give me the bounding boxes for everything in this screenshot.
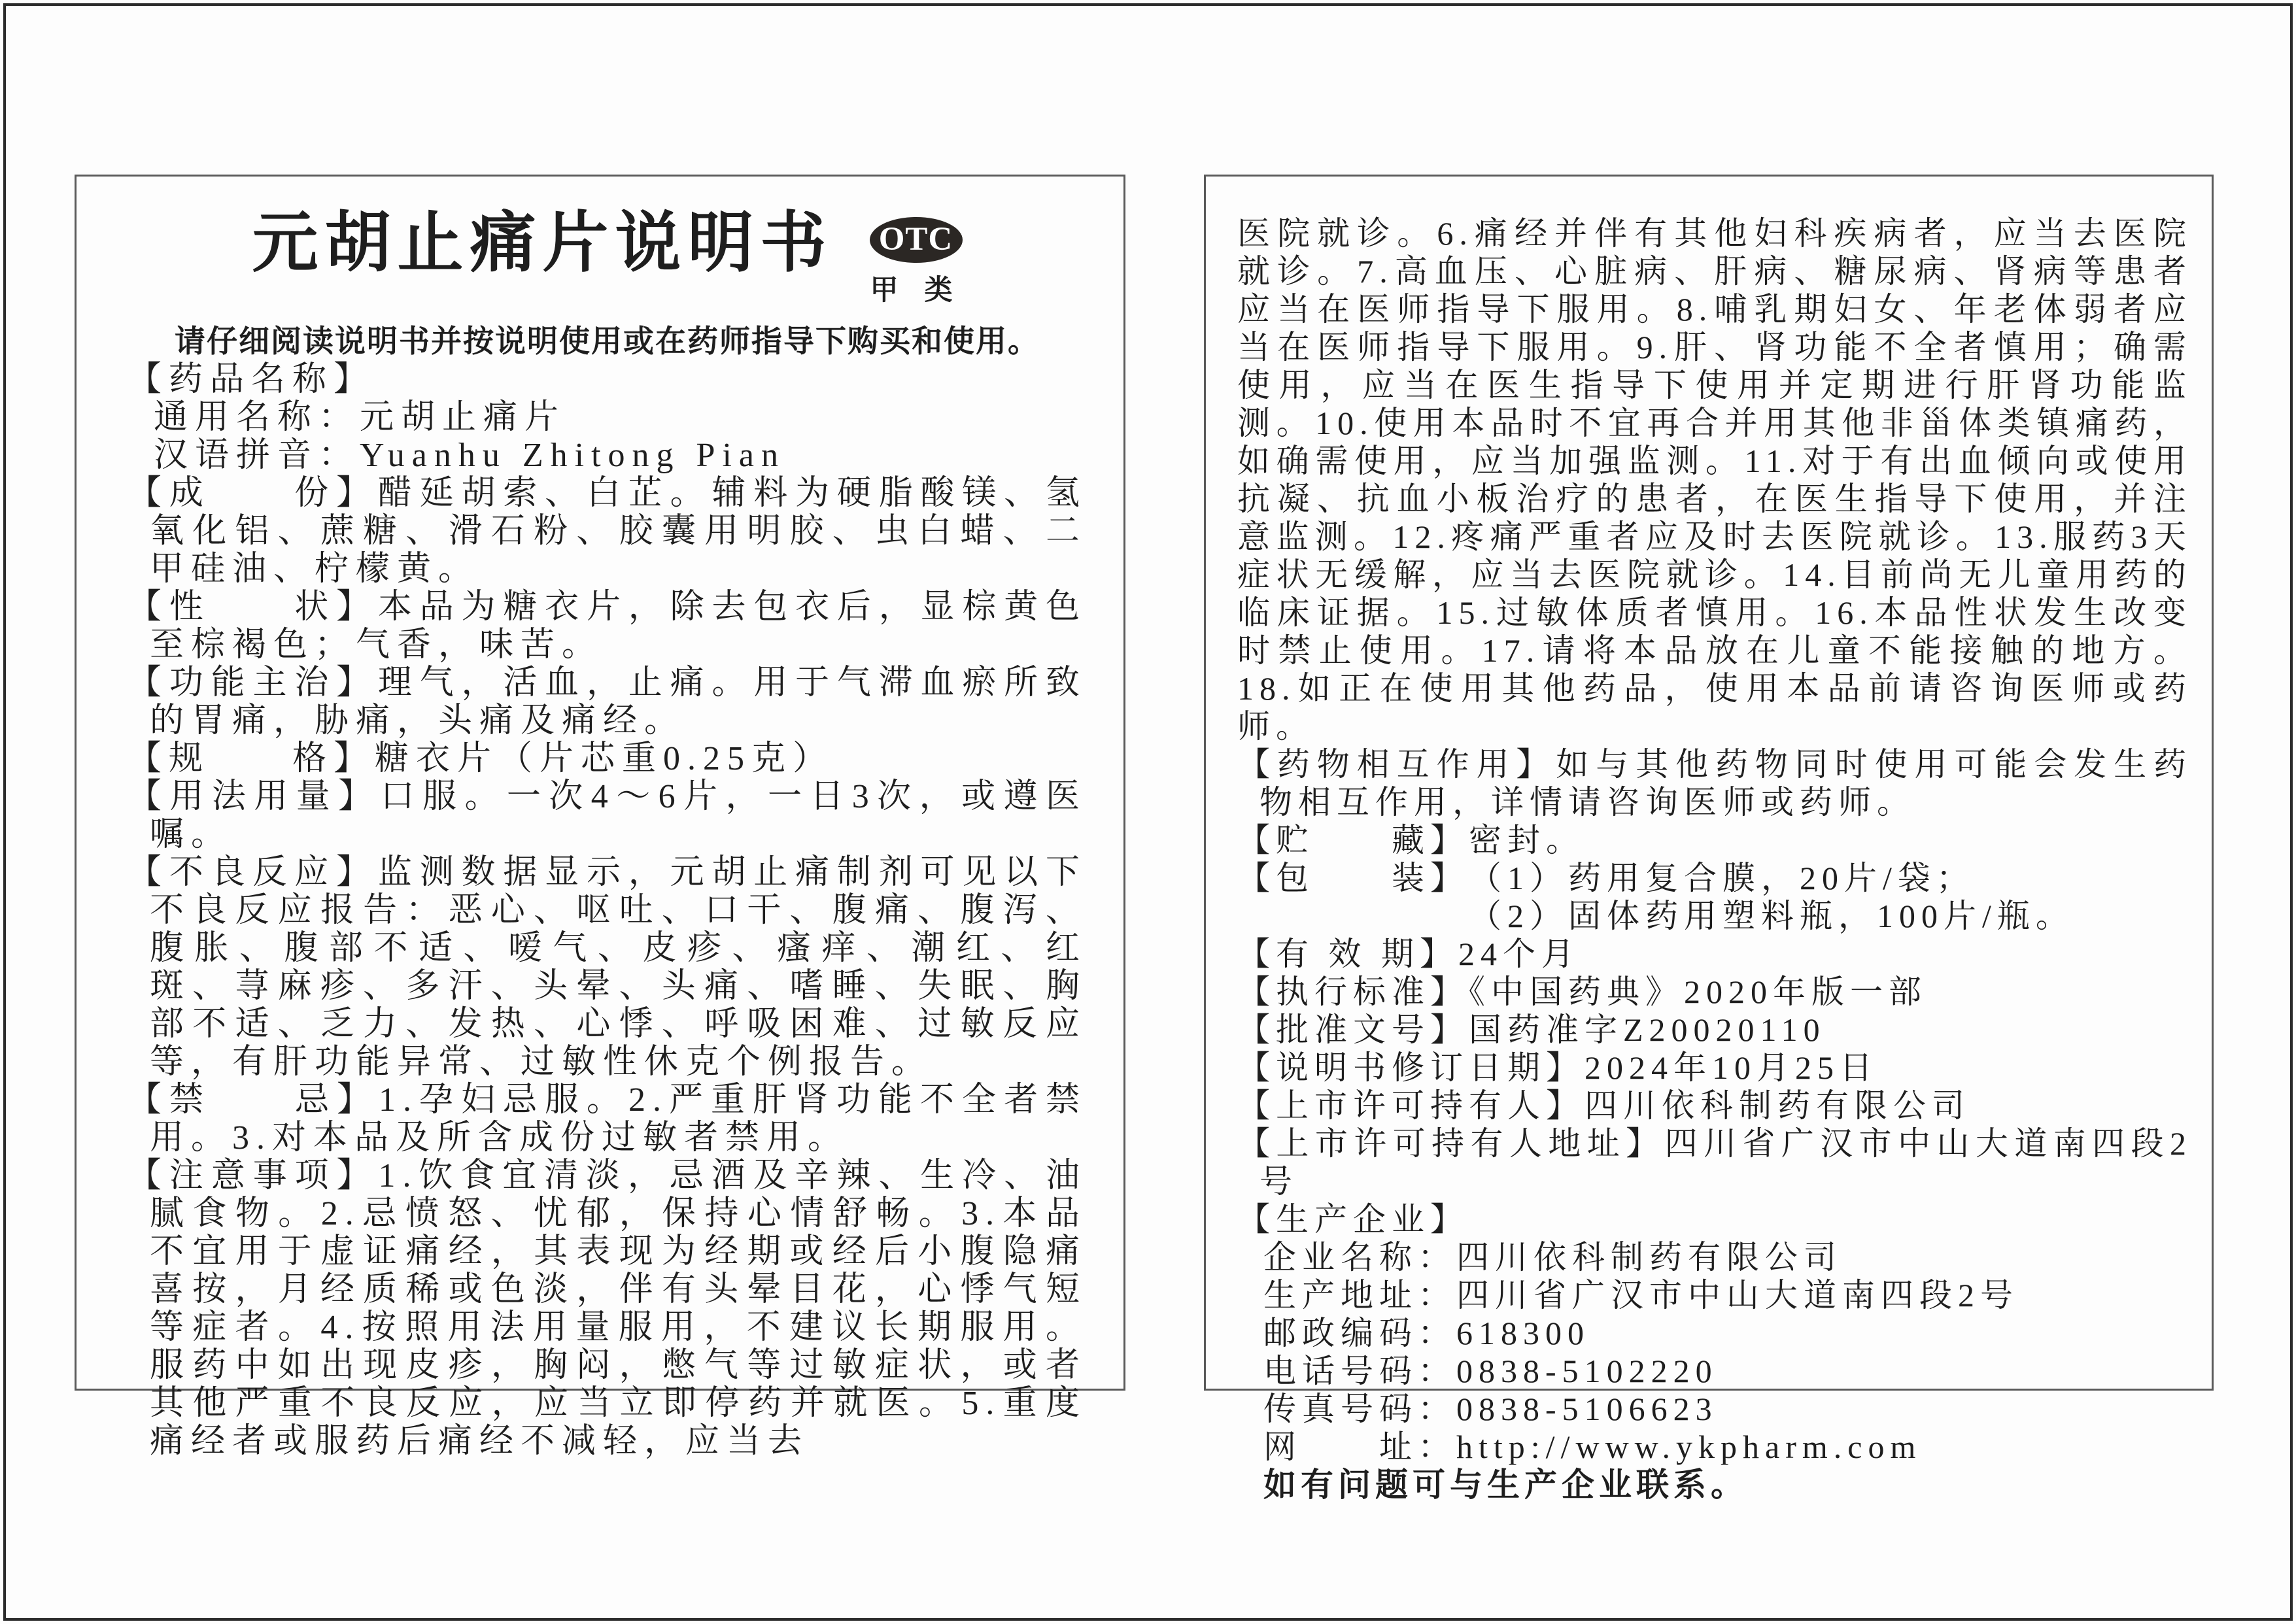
section-drug-interactions — [1237, 745, 2192, 821]
title-row — [128, 207, 1087, 308]
section-adverse-reactions — [128, 854, 1087, 1081]
section-ingredients-label: 【成 份】 — [128, 475, 378, 512]
manufacturer-postcode-label: 邮政编码： — [1263, 1315, 1456, 1351]
section-standard — [1237, 973, 2192, 1011]
section-specification — [128, 740, 1087, 778]
section-standard-label: 【执行标准】 — [1237, 973, 1469, 1010]
section-ingredients-text: 醋延胡索、白芷。辅料为硬脂酸镁、氢氧化铝、蔗糖、滑石粉、胶囊用明胶、虫白蜡、二甲硅油、柠檬黄。 — [150, 475, 1087, 588]
section-license-holder-label: 【上市许可持有人】 — [1237, 1087, 1585, 1124]
manufacturer-name-row — [1237, 1238, 2192, 1276]
manufacturer-postcode-value: 618300 — [1456, 1315, 1590, 1351]
manufacturer-fax-row — [1237, 1390, 2192, 1428]
reading-notice: 请仔细阅读说明书并按说明使用或在药师指导下购买和使用。 — [175, 324, 1040, 358]
section-adverse-reactions-text: 监测数据显示，元胡止痛制剂可见以下不良反应报告：恶心、呕吐、口干、腹痛、腹泻、腹胀、腹部不适、嗳气、皮疹、瘙痒、潮红、红斑、荨麻疹、多汗、头晕、头痛、嗜睡、失眠、胸部不适、乏力、发热、心悸、呼吸困难、过敏反应等，有肝功能异常、过敏性休克个例报告。 — [150, 854, 1087, 1081]
section-precautions-text: 1.饮食宜清淡，忌酒及辛辣、生冷、油腻食物。2.忌愤怒、忧郁，保持心情舒畅。3.本品不宜用于虚证痛经，其表现为经期或经后小腹隐痛喜按，月经质稀或色淡，伴有头晕目花，心悸气短等症者。4.按照用法用量服用，不建议长期服用。服药中如出现皮疹，胸闷，憋气等过敏症状，或者其他严重不良反应，应当立即停药并就医。5.重度痛经者或服药后痛经不减轻，应当去 — [150, 1157, 1087, 1460]
manufacturer-phone-row — [1237, 1352, 2192, 1390]
section-functions-label: 【功能主治】 — [128, 664, 378, 702]
packaging-line-1: （1）药用复合膜，20片/袋； — [1469, 860, 1975, 896]
packaging-lines — [1469, 859, 2074, 935]
section-revision-date-label: 【说明书修订日期】 — [1237, 1049, 1585, 1086]
section-ingredients — [128, 475, 1087, 588]
section-approval-number — [1237, 1011, 2192, 1049]
section-description-text: 本品为糖衣片，除去包衣后，显棕黄色至棕褐色；气香，味苦。 — [150, 588, 1087, 664]
section-contraindications-text: 1.孕妇忌服。2.严重肝肾功能不全者禁用。3.对本品及所含成份过敏者禁用。 — [150, 1081, 1087, 1157]
section-drug-name-label: 【药品名称】 — [128, 361, 375, 398]
right-body — [1237, 214, 2192, 1504]
manufacturer-fax-value: 0838-5106623 — [1456, 1391, 1718, 1427]
section-storage-text: 密封。 — [1469, 822, 1585, 858]
otc-icon — [870, 217, 963, 263]
section-revision-date — [1237, 1049, 2192, 1087]
leaflet-panel-left — [75, 175, 1125, 1460]
manufacturer-fax-label: 传真号码： — [1263, 1391, 1456, 1427]
section-license-holder — [1237, 1087, 2192, 1125]
section-license-holder-address-text: 四川省广汉市中山大道南四段2号 — [1259, 1125, 2193, 1200]
precautions-continuation: 医院就诊。6.痛经并伴有其他妇科疾病者，应当去医院就诊。7.高血压、心脏病、肝病、糖尿病、肾病等患者应当在医师指导下服用。8.哺乳期妇女、年老体弱者应当在医师指导下服用。9.肝、肾功能不全者慎用；确需使用，应当在医生指导下使用并定期进行肝肾功能监测。10.使用本品时不宜再合并用其他非甾体类镇痛药，如确需使用，应当加强监测。11.对于有出血倾向或使用抗凝、抗血小板治疗的患者，在医生指导下使用，并注意监测。12.疼痛严重者应及时去医院就诊。13.服药3天症状无缓解，应当去医院就诊。14.目前尚无儿童用药的临床证据。15.过敏体质者慎用。16.本品性状发生改变时禁止使用。17.请将本品放在儿童不能接触的地方。18.如正在使用其他药品，使用本品前请咨询医师或药师。 — [1237, 215, 2192, 745]
section-revision-date-text: 2024年10月25日 — [1585, 1049, 1878, 1086]
section-dosage — [128, 778, 1087, 854]
contact-note: 如有问题可与生产企业联系。 — [1263, 1466, 1748, 1503]
left-body — [128, 361, 1087, 1461]
section-drug-interactions-label: 【药物相互作用】 — [1237, 746, 1556, 783]
section-dosage-label: 【用法用量】 — [128, 778, 381, 815]
manufacturer-address-label: 生产地址： — [1263, 1277, 1456, 1313]
section-dosage-text: 口服。一次4～6片，一日3次，或遵医嘱。 — [150, 778, 1087, 853]
section-approval-number-text: 国药准字Z20020110 — [1469, 1011, 1826, 1048]
section-manufacturer — [1237, 1200, 2192, 1238]
manufacturer-postcode-row — [1237, 1314, 2192, 1352]
section-drug-name — [128, 361, 1087, 399]
generic-name-line: 通用名称：元胡止痛片 — [154, 399, 566, 436]
section-packaging-label: 【包 装】 — [1237, 860, 1469, 896]
otc-class-label: 甲 类 — [870, 275, 962, 306]
section-precautions — [128, 1157, 1087, 1461]
manufacturer-phone-value: 0838-5102220 — [1456, 1353, 1718, 1389]
leaflet-panel-right — [1204, 175, 2214, 1503]
manufacturer-website-row — [1237, 1428, 2192, 1466]
section-functions-text: 理气，活血，止痛。用于气滞血瘀所致的胃痛，胁痛，头痛及痛经。 — [150, 664, 1087, 739]
otc-letters: OTC — [878, 221, 953, 258]
section-contraindications — [128, 1081, 1087, 1157]
section-license-holder-text: 四川依科制药有限公司 — [1585, 1087, 1970, 1124]
section-description-label: 【性 状】 — [128, 588, 378, 626]
section-adverse-reactions-label: 【不良反应】 — [128, 854, 378, 891]
manufacturer-website-label: 网 址： — [1263, 1429, 1456, 1465]
packaging-line-2: （2）固体药用塑料瓶，100片/瓶。 — [1469, 898, 2074, 934]
manufacturer-name-value: 四川依科制药有限公司 — [1456, 1239, 1842, 1276]
section-precautions-label: 【注意事项】 — [128, 1157, 379, 1194]
section-approval-number-label: 【批准文号】 — [1237, 1011, 1469, 1048]
section-storage-label: 【贮 藏】 — [1237, 822, 1469, 858]
section-validity — [1237, 935, 2192, 973]
page-title: 元胡止痛片说明书 — [252, 207, 833, 280]
section-manufacturer-label: 【生产企业】 — [1237, 1201, 1469, 1238]
section-specification-text: 糖衣片（片芯重0.25克） — [375, 740, 834, 777]
section-standard-text: 《中国药典》2020年版一部 — [1469, 973, 1927, 1010]
section-validity-label: 【有 效 期】 — [1237, 936, 1458, 972]
pinyin-name-line: 汉语拼音：Yuanhu Zhitong Pian — [154, 437, 785, 474]
section-contraindications-label: 【禁 忌】 — [128, 1081, 379, 1119]
manufacturer-name-label: 企业名称： — [1263, 1239, 1456, 1276]
section-license-holder-address — [1237, 1125, 2192, 1200]
otc-badge — [870, 217, 963, 308]
section-specification-label: 【规 格】 — [128, 740, 375, 777]
section-functions — [128, 664, 1087, 740]
manufacturer-phone-label: 电话号码： — [1263, 1353, 1456, 1389]
manufacturer-address-value: 四川省广汉市中山大道南四段2号 — [1456, 1277, 2019, 1313]
section-storage — [1237, 821, 2192, 859]
section-description — [128, 588, 1087, 664]
manufacturer-address-row — [1237, 1276, 2192, 1314]
manufacturer-website-value: http://www.ykpharm.com — [1456, 1429, 1922, 1465]
section-validity-text: 24个月 — [1458, 936, 1580, 972]
section-drug-interactions-text: 如与其他药物同时使用可能会发生药物相互作用，详情请咨询医师或药师。 — [1259, 746, 2193, 820]
section-packaging — [1237, 859, 2192, 935]
section-license-holder-address-label: 【上市许可持有人地址】 — [1237, 1125, 1665, 1162]
